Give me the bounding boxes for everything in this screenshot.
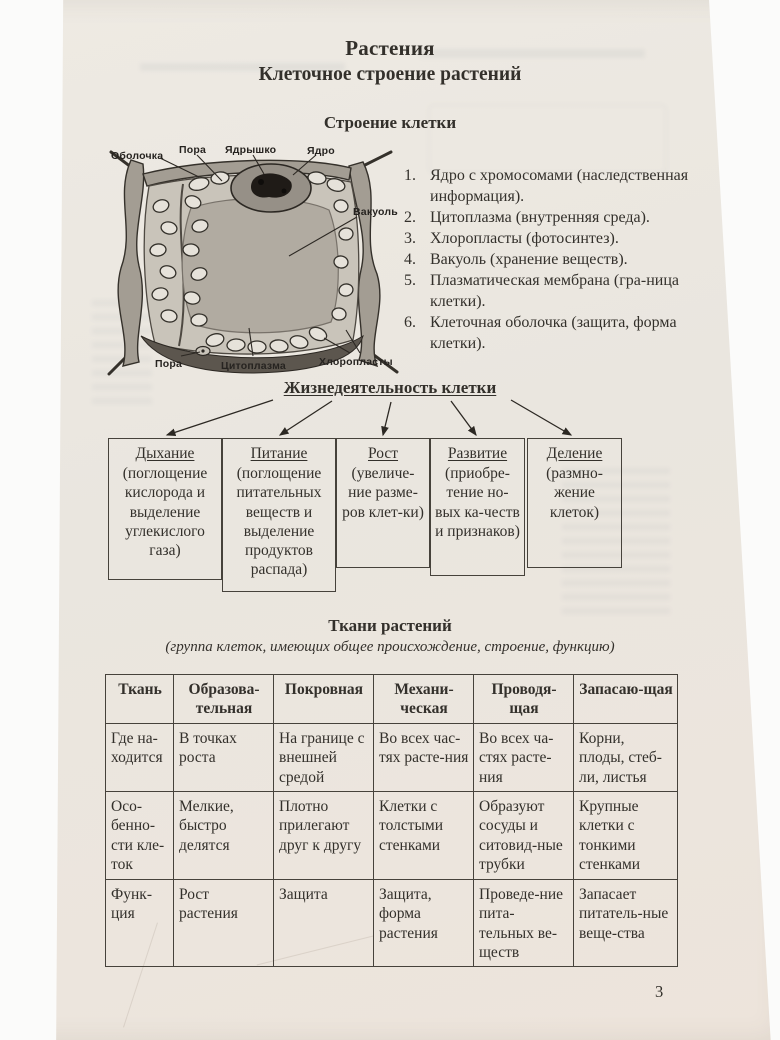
table-row: [106, 879, 678, 967]
list-item: [404, 228, 692, 249]
list-item-text: Цитоплазма (внутренняя среда).: [430, 209, 650, 226]
table-header-cell: Ткань: [106, 675, 174, 724]
activity-box-text: (поглощение кислорода и выделение углекислого газа): [122, 465, 208, 560]
table-header-cell: Запасаю-щая: [574, 675, 678, 724]
section-heading-cell-structure: Строение клетки: [323, 113, 457, 132]
cell-components-list: [404, 165, 692, 354]
table-cell: Осо-бенно-сти кле-ток: [106, 791, 174, 879]
table-cell: Функ-ция: [106, 879, 174, 967]
list-item-text: Хлоропласты (фотосинтез).: [430, 230, 619, 247]
table-cell: Мелкие, быстро делятся: [174, 791, 274, 879]
diagram-label-chloroplasts: Хлоропласты: [319, 356, 393, 368]
table-cell: Клетки с толстыми стенками: [374, 791, 474, 879]
list-item-text: Вакуоль (хранение веществ).: [430, 251, 628, 268]
table-header-cell: Образова-тельная: [174, 675, 274, 724]
list-item: [404, 312, 692, 354]
table-cell: Запасает питатель-ные веще-ства: [574, 879, 678, 967]
page-title: Растения: [345, 36, 435, 60]
list-item-number: 3.: [404, 230, 416, 247]
table-row: [106, 791, 678, 879]
activity-box-growth: [336, 438, 430, 568]
tissues-subheading: (группа клеток, имеющих общее происхождение, строение, функцию): [165, 639, 615, 655]
table-header-cell: Механи-ческая: [374, 675, 474, 724]
plant-cell-illustration: [103, 144, 403, 382]
table-cell: Рост растения: [174, 879, 274, 967]
table-cell: На границе с внешней средой: [274, 723, 374, 791]
table-cell: Во всех ча-стях расте-ния: [474, 723, 574, 791]
diagram-label-nucleus: Ядро: [307, 145, 335, 157]
list-item-number: 4.: [404, 251, 416, 268]
list-item-number: 5.: [404, 272, 416, 289]
activity-box-text: (приобре-тение но-вых ка-честв и признаков): [435, 465, 520, 540]
activity-box-text: (поглощение питательных веществ и выделение продуктов распада): [236, 465, 322, 579]
table-cell: Проведе-ние пита-тельных ве-ществ: [474, 879, 574, 967]
activity-box-text: (размно-жение клеток): [546, 465, 603, 521]
table-header-cell: Покровная: [274, 675, 374, 724]
list-item-number: 2.: [404, 209, 416, 226]
table-cell: В точках роста: [174, 723, 274, 791]
plant-tissues-table: [105, 674, 678, 967]
table-header-cell: Проводя-щая: [474, 675, 574, 724]
list-item-number: 1.: [404, 167, 416, 184]
page-number: 3: [655, 982, 664, 1001]
section-heading-cell-activity: [65, 378, 715, 398]
activity-box-title: Деление: [546, 445, 603, 462]
diagram-label-pore-bottom: Пора: [155, 358, 183, 370]
activity-box-respiration: [108, 438, 222, 580]
activity-box-title: Развитие: [447, 445, 508, 462]
diagram-label-nucleolus: Ядрышко: [225, 144, 277, 156]
activity-box-text: (увеличе-ние разме-ров клет-ки): [342, 465, 424, 521]
list-item: [404, 249, 692, 270]
plant-cell-diagram: [103, 144, 403, 382]
diagram-label-vacuole: Вакуоль: [353, 206, 398, 218]
diagram-label-membrane: Оболочка: [111, 150, 164, 162]
list-item-text: Ядро с хромосомами (наследственная информация).: [430, 167, 689, 205]
activity-arrows: [95, 397, 695, 441]
activity-box-title: Дыхание: [135, 445, 195, 462]
table-cell: Где на-ходится: [106, 723, 174, 791]
activity-box-nutrition: [222, 438, 336, 592]
diagram-label-pore-top: Пора: [179, 144, 207, 156]
cell-activity-heading-text: Жизнедеятельность клетки: [283, 378, 497, 397]
table-cell: Крупные клетки с тонкими стенками: [574, 791, 678, 879]
table-cell: Защита: [274, 879, 374, 967]
activity-box-division: [527, 438, 622, 568]
list-item-number: 6.: [404, 314, 416, 331]
activity-box-title: Рост: [367, 445, 399, 462]
table-cell: Защита, форма растения: [374, 879, 474, 967]
table-cell: Корни, плоды, стеб-ли, листья: [574, 723, 678, 791]
page-subtitle: Клеточное строение растений: [258, 64, 522, 85]
table-row: [106, 723, 678, 791]
diagram-label-cytoplasm: Цитоплазма: [221, 360, 286, 372]
list-item: [404, 165, 692, 207]
table-header-row: [106, 675, 678, 724]
list-item: [404, 270, 692, 312]
table-cell: Плотно прилегают друг к другу: [274, 791, 374, 879]
table-cell: Образуют сосуды и ситовид-ные трубки: [474, 791, 574, 879]
activity-box-title: Питание: [250, 445, 308, 462]
section-heading-tissues: Ткани растений: [328, 616, 452, 635]
table-cell: Во всех час-тях расте-ния: [374, 723, 474, 791]
activity-box-development: [430, 438, 525, 576]
list-item-text: Плазматическая мембрана (гра-ница клетки).: [430, 272, 679, 310]
list-item-text: Клеточная оболочка (защита, форма клетки).: [430, 314, 677, 352]
list-item: [404, 207, 692, 228]
